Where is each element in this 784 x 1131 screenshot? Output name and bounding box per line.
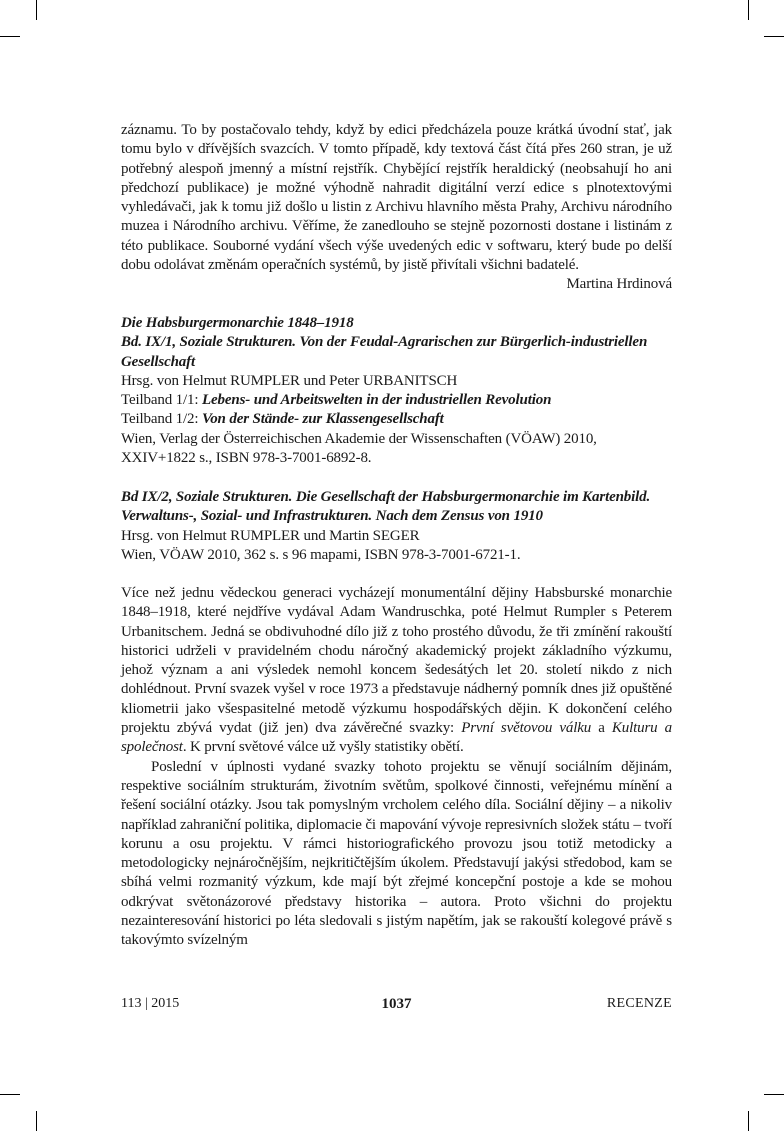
italic-title-ww1: První světovou válku <box>461 720 592 737</box>
part-2-title: Von der Stände- zur Klassengesellschaft <box>202 411 444 428</box>
review-paragraph-1 <box>121 584 672 758</box>
section-label: RECENZE <box>606 996 672 1011</box>
part-2-prefix: Teilband 1/2: <box>121 411 203 428</box>
part-1-prefix: Teilband 1/1: <box>121 392 203 409</box>
bibliography-entry-1 <box>121 314 672 468</box>
paragraph-1-conjunction: a <box>591 720 612 737</box>
part-1-line <box>121 391 672 410</box>
crop-mark-left-bottom <box>0 1094 20 1095</box>
crop-mark-top-left <box>36 0 37 20</box>
publisher-line-2: XXIV+1822 s., ISBN 978-3-7001-6892-8. <box>121 450 372 467</box>
volume-title: Bd. IX/1, Soziale Strukturen. Von der Feudal-Agrarischen zur Bürgerlich-industriellen Gesellschaft <box>121 334 648 370</box>
crop-mark-bottom-left <box>36 1111 37 1131</box>
paragraph-1-text: Více než jednu vědeckou generaci vycházejí monumentální dějiny Habsburské monarchie 1848–1918, které nejdříve vydával Adam Wandruschka, poté Helmut Rumpler s Peterem Urbanitschem. Jedná se obdivuhodné dílo již z toho prostého důvodu, že tři zmínění rakouští historici udrželi v pravidelném chodu náročný akademický projekt základního výzkumu, jehož význam a ani výsledek nemohl koncem šedesátých let 20. století nikdo z nich dohlédnout. První svazek vyšel v roce 1973 a představuje nádherný pomník dnes již opuštěné kliometrii jako všespasitelné metodě výzkumu hospodářských dějin. K dokončení celého projektu zbývá vydat (již jen) dva závěrečné svazky: <box>121 585 672 737</box>
editors-line-2: Hrsg. von Helmut RUMPLER und Martin SEGER <box>121 527 420 544</box>
intro-paragraph: záznamu. To by postačovalo tehdy, když by edici předcházela pouze krátká úvodní stať, jak tomu bylo v dřívějších svazcích. V tomto případě, kdy textová část čítá přes 260 stran, je už potřebný alespoň jmenný a místní rejstřík. Chybějící rejstřík heraldický (neobsahují ho ani předchozí publikace) je možné výhodně nahradit digitální verzí edice s plnotextovými vyhledávači, jak k tomu již došlo u listin z Archivu hlavního města Prahy, Archivu národního muzea i Národního archivu. Věříme, že zanedlouho se stejně pozornosti dostane i listinám z této publikace. Souborné vydání všech výše uvedených edic v softwaru, který bude po delší dobu odolávat změnám operačních systémů, by jistě přivítali všichni badatelé. <box>121 122 672 274</box>
part-1-title: Lebens- und Arbeitswelten in der industriellen Revolution <box>202 392 552 409</box>
bibliography-entry-2 <box>121 488 672 565</box>
crop-mark-top-right <box>748 0 749 20</box>
crop-mark-right-top <box>764 36 784 37</box>
editors-line: Hrsg. von Helmut RUMPLER und Peter URBANITSCH <box>121 372 458 389</box>
page-footer <box>121 996 672 1016</box>
crop-mark-right-bottom <box>764 1094 784 1095</box>
review-body <box>121 584 672 951</box>
volume-title-2: Bd IX/2, Soziale Strukturen. Die Gesellschaft der Habsburgermonarchie im Kartenbild. Verwaltuns-, Sozial- und Infrastrukturen. Nach dem Zensus von 1910 <box>121 489 651 525</box>
review-signature: Martina Hrdinová <box>566 276 672 293</box>
paragraph-1-ending: . K první světové válce už vyšly statistiky obětí. <box>182 739 464 756</box>
publisher-line-1: Wien, Verlag der Österreichischen Akademie der Wissenschaften (VÖAW) 2010, <box>121 430 597 447</box>
page-number: 1037 <box>381 996 412 1012</box>
intro-section <box>121 121 672 295</box>
publisher-line-3: Wien, VÖAW 2010, 362 s. s 96 mapami, ISBN 978-3-7001-6721-1. <box>121 546 521 563</box>
series-title: Die Habsburgermonarchie 1848–1918 <box>121 315 354 331</box>
crop-mark-left-top <box>0 36 20 37</box>
part-2-line <box>121 410 672 429</box>
issue-label: 113 | 2015 <box>121 996 180 1011</box>
review-paragraph-2: Poslední v úplnosti vydané svazky tohoto projektu se věnují sociálním dějinám, respektive sociálním strukturám, životním světům, spolkové činnosti, veřejnému mínění a řešení sociální otázky. Jsou tak pomyslným vrcholem celého díla. Sociální dějiny – a nikoliv například zahraniční politika, diplomacie či mapování vývoje represivních složek státu – tvoří korunu a osu projektu. V rámci historiografického provozu jsou totiž metodicky a metodologicky nejnáročnějším, nejkritičtějším úkolem. Představují jakýsi středobod, kam se sbíhá velmi rozmanitý výzkum, kde mají být zřejmé koncepční postoje a kde se mohou odkrývat světonázorové představy historika – autora. Proto všichni do projektu nezainteresování historici po léta sledovali s jistým napětím, jak se rakouští kolegové právě s takovýmto svízelným <box>121 758 672 949</box>
italic-title-culture: Kulturu a společnost <box>121 720 673 756</box>
crop-mark-bottom-right <box>748 1111 749 1131</box>
